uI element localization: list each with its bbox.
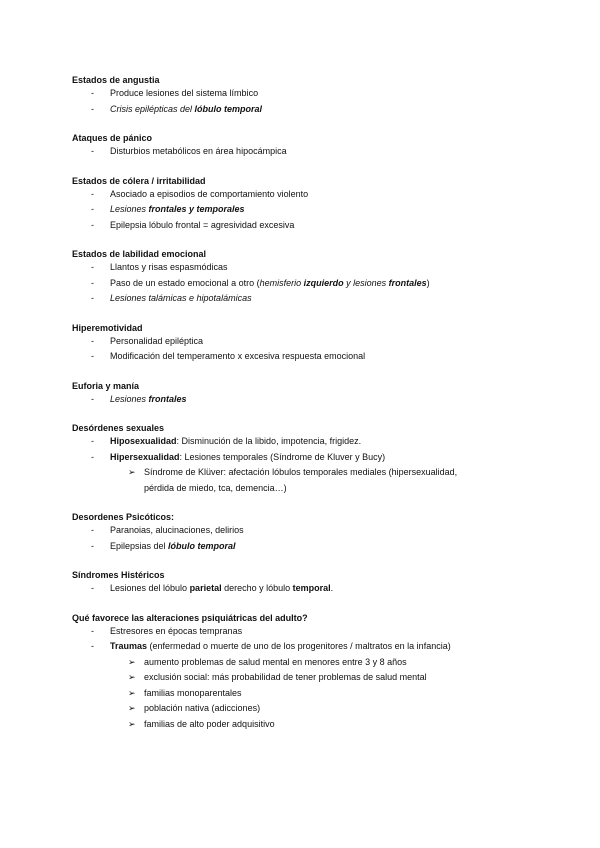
list-item: - Lesiones del lóbulo parietal derecho y lóbulo temporal. (72, 581, 532, 597)
dash-bullet: - (91, 351, 94, 361)
section-heading: Qué favorece las alteraciones psiquiátricas del adulto? (72, 612, 308, 623)
list-item: - Asociado a episodios de comportamiento violento (72, 187, 532, 203)
list-item: - Lesiones frontales y temporales (72, 202, 532, 218)
dash-bullet: - (91, 525, 94, 535)
dash-bullet: - (91, 335, 94, 346)
list-item: - Paranoias, alucinaciones, delirios (72, 523, 532, 539)
sub-list-item-continuation: pérdida de miedo, tca, demencia…) (144, 482, 287, 493)
section-heading: Euforia y manía (72, 380, 140, 391)
list-item: - Crisis epilépticas del lóbulo temporal (72, 102, 532, 118)
list-item: - Paso de un estado emocional a otro (hemisferio izquierdo y lesiones frontales) (72, 276, 532, 292)
dash-bullet: - (91, 204, 94, 214)
sub-list-item: ➢ familias monoparentales (72, 686, 532, 702)
dash-bullet: - (91, 103, 94, 114)
dash-bullet: - (91, 219, 94, 230)
dash-bullet: - (91, 540, 94, 551)
sub-list-item: ➢ exclusión social: más probabilidad de tener problemas de salud mental (72, 670, 532, 686)
dash-bullet: - (91, 88, 94, 98)
dash-bullet: - (91, 625, 94, 636)
list-item: - Disturbios metabólicos en área hipocámpica (72, 144, 532, 160)
list-item: - Epilepsias del lóbulo temporal (72, 539, 532, 555)
section-heading: Desórdenes sexuales (72, 423, 165, 433)
sub-list-item: ➢ Síndrome de Klüver: afectación lóbulos temporales mediales (hipersexualidad, (72, 465, 532, 481)
list-item: - Epilepsia lóbulo frontal = agresividad excesiva (72, 218, 532, 234)
document-body (72, 74, 532, 732)
section-heading: Síndromes Histéricos (72, 570, 165, 580)
sub-list-item: ➢ aumento problemas de salud mental en menores entre 3 y 8 años (72, 655, 532, 671)
list-item: - Traumas (enfermedad o muerte de uno de los progenitores / maltratos en la infancia) (72, 639, 532, 655)
arrow-bullet-icon: ➢ (128, 672, 136, 682)
dash-bullet: - (91, 293, 94, 303)
section-heading: Estados de cólera / irritabilidad (72, 175, 206, 186)
list-item: - Lesiones frontales (72, 392, 532, 408)
list-item: - Hiposexualidad: Disminución de la libido, impotencia, frigidez. (72, 434, 532, 450)
list-item: - Modificación del temperamento x excesiva respuesta emocional (72, 349, 532, 365)
dash-bullet: - (91, 262, 94, 272)
dash-bullet: - (91, 451, 94, 462)
list-item: - Hipersexualidad: Lesiones temporales (Síndrome de Kluver y Bucy) (72, 450, 532, 466)
list-item: - Llantos y risas espasmódicas (72, 260, 532, 276)
dash-bullet: - (91, 146, 94, 156)
section-heading: Estados de angustia (72, 75, 160, 85)
section-heading: Estados de labilidad emocional (72, 249, 207, 259)
arrow-bullet-icon: ➢ (128, 656, 136, 667)
dash-bullet: - (91, 641, 94, 651)
list-item: - Produce lesiones del sistema límbico (72, 86, 532, 102)
list-item: - Lesiones talámicas e hipotalámicas (72, 291, 532, 307)
arrow-bullet-icon: ➢ (128, 718, 136, 729)
arrow-bullet-icon: ➢ (128, 687, 136, 698)
list-item: - Personalidad epiléptica (72, 334, 532, 350)
dash-bullet: - (91, 188, 94, 199)
dash-bullet: - (91, 436, 94, 446)
sub-list-item: ➢ población nativa (adicciones) (72, 701, 532, 717)
list-item: - Estresores en épocas tempranas (72, 624, 532, 640)
arrow-bullet-icon: ➢ (128, 703, 136, 713)
section-heading: Hiperemotividad (72, 322, 143, 333)
arrow-bullet-icon: ➢ (128, 467, 136, 477)
sub-list-item: ➢ familias de alto poder adquisitivo (72, 717, 532, 733)
dash-bullet: - (91, 583, 94, 593)
dash-bullet: - (91, 393, 94, 404)
section-heading: Ataques de pánico (72, 133, 153, 143)
section-heading: Desordenes Psicóticos: (72, 512, 175, 522)
dash-bullet: - (91, 277, 94, 288)
